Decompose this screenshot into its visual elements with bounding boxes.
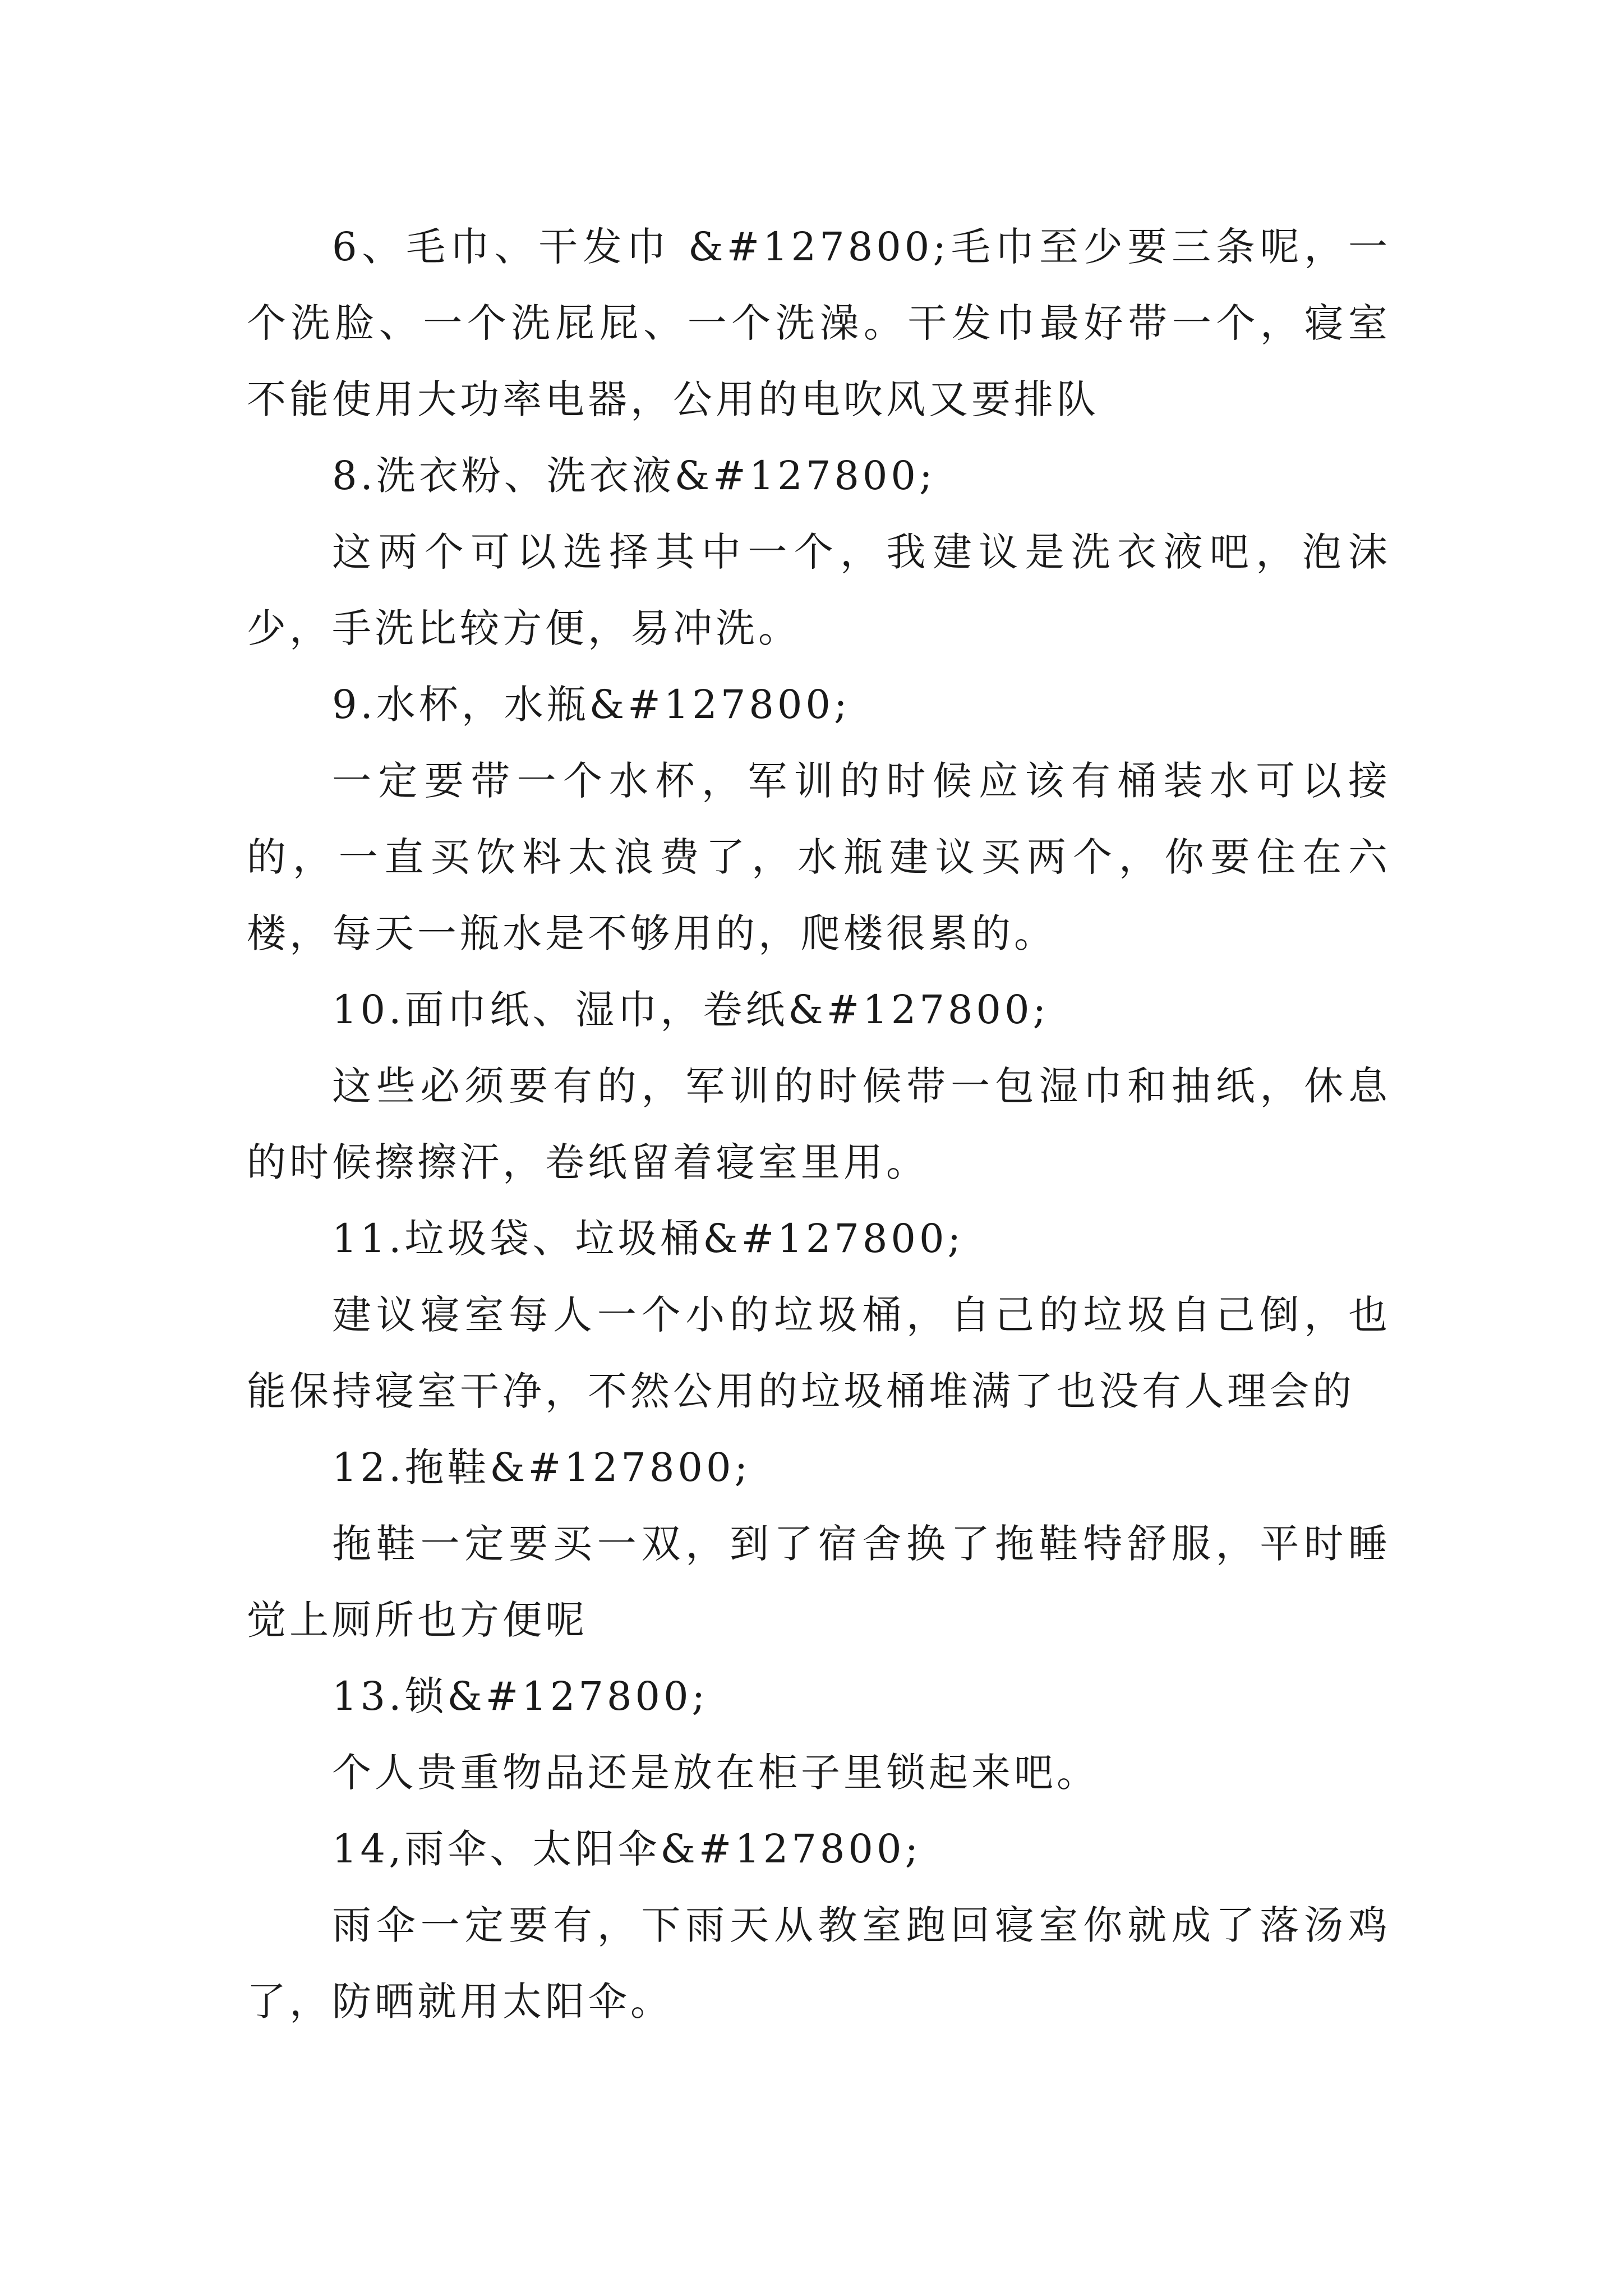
- paragraph-umbrella: 雨伞一定要有，下雨天从教室跑回寝室你就成了落汤鸡了，防晒就用太阳伞。: [247, 1902, 1391, 2024]
- paragraph-towels: 6、毛巾、干发巾 &#127800;毛巾至少要三条呢，一个洗脸、一个洗屁屁、一个洗澡。干发巾最好带一个，寝室不能使用大功率电器，公用的电吹风又要排队: [247, 224, 1391, 422]
- heading-water-cup: 9.水杯，水瓶&#127800;: [332, 682, 851, 728]
- heading-slippers: 12.拖鞋&#127800;: [332, 1444, 751, 1490]
- paragraph-tissues: 这些必须要有的，军训的时候带一包湿巾和抽纸，休息的时候擦擦汗，卷纸留着寝室里用。: [247, 1063, 1391, 1185]
- heading-detergent: 8.洗衣粉、洗衣液&#127800;: [332, 453, 936, 499]
- heading-umbrella: 14,雨伞、太阳伞&#127800;: [332, 1826, 922, 1872]
- paragraph-detergent: 这两个可以选择其中一个，我建议是洗衣液吧，泡沫少，手洗比较方便，易冲洗。: [247, 529, 1391, 651]
- heading-lock: 13.锁&#127800;: [332, 1673, 709, 1719]
- heading-tissues: 10.面巾纸、湿巾，卷纸&#127800;: [332, 987, 1050, 1033]
- heading-trash: 11.垃圾袋、垃圾桶&#127800;: [332, 1216, 965, 1262]
- paragraph-slippers: 拖鞋一定要买一双，到了宿舍换了拖鞋特舒服，平时睡觉上厕所也方便呢: [247, 1521, 1391, 1643]
- paragraph-trash: 建议寝室每人一个小的垃圾桶，自己的垃圾自己倒，也能保持寝室干净，不然公用的垃圾桶堆满了也没有人理会的: [247, 1292, 1391, 1414]
- paragraph-lock: 个人贵重物品还是放在柜子里锁起来吧。: [332, 1750, 1099, 1796]
- document-body: [247, 209, 1391, 2040]
- paragraph-water-cup: 一定要带一个水杯，军训的时候应该有桶装水可以接的，一直买饮料太浪费了，水瓶建议买两个，你要住在六楼，每天一瓶水是不够用的，爬楼很累的。: [247, 758, 1391, 956]
